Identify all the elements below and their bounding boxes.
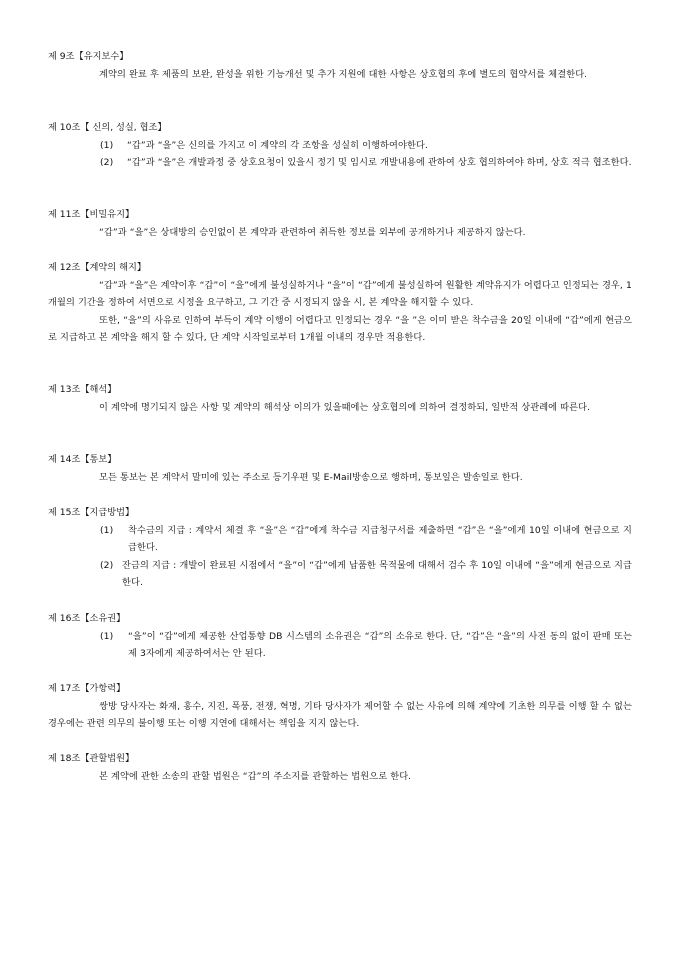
article-heading: 제 17조【가항력】	[48, 683, 126, 694]
article-body: 계약의 완료 후 제품의 보완, 완성을 위한 기능개선 및 추가 지원에 대한 사항은 상호협의 후에 별도의 협약서를 체결한다.	[99, 68, 588, 80]
clause-item	[100, 628, 632, 663]
article-heading: 제 15조【지급방법】	[48, 507, 135, 518]
article-17	[48, 680, 632, 733]
clause-number: (1)	[100, 139, 114, 151]
article-heading: 제 13조【해석】	[48, 384, 117, 395]
article-10	[48, 119, 632, 172]
article-body: 이 계약에 명기되지 않은 사항 및 계약의 해석상 이의가 있을때에는 상호협의에 의하여 결정하되, 일반적 상관례에 따른다.	[99, 401, 591, 413]
clause-text: 잔금의 지급 : 개발이 완료된 시점에서 “을”이 “갑”에게 납품한 목적물에 대해서 검수 후 10일 이내에 “을”에게 현금으로 지급한다.	[122, 559, 632, 588]
article-18	[48, 750, 632, 785]
article-heading: 제 12조【계약의 해지】	[48, 262, 147, 273]
article-body: 본 계약에 관한 소송의 관할 법원은 “갑”의 주소지를 관할하는 법원으로 한다.	[99, 770, 412, 782]
article-paragraph: “갑”과 “을”은 계약이후 “갑”이 “을”에게 불성실하거나 “을”이 “갑”에게 불성실하여 원활한 계약유지가 어렵다고 인정되는 경우, 1개월의 기간을 정하여 서면으로 시정을 요구하고, 그 기간 중 시정되지 않을 시, 본 계약을 해지할 수 있다.	[48, 279, 632, 308]
article-heading: 제 14조【통보】	[48, 454, 117, 465]
article-14	[48, 451, 632, 486]
article-9	[48, 48, 632, 83]
article-heading: 제 18조【관할법원】	[48, 753, 135, 764]
article-heading: 제 9조【유지보수】	[48, 51, 129, 62]
clause-item	[100, 137, 632, 155]
article-body: 모든 통보는 본 계약서 말미에 있는 주소로 등기우편 및 E-Mail방송으로 행하며, 통보일은 발송일로 한다.	[99, 471, 523, 483]
clause-text: “을”이 “갑”에게 제공한 산업통향 DB 시스템의 소유권은 “갑”의 소유로 한다. 단, “갑”은 “을”의 사전 동의 없이 판매 또는 제 3자에게 제공하여서는 안 된다.	[128, 630, 632, 659]
article-heading: 제 11조【비밀유지】	[48, 209, 135, 220]
clause-item	[100, 522, 632, 557]
article-11	[48, 206, 632, 241]
article-heading: 제 10조【 신의, 성실, 협조】	[48, 122, 167, 133]
article-body: “갑”과 “을”은 상대방의 승인없이 본 계약과 관련하여 취득한 정보를 외부에 공개하거나 제공하지 않는다.	[99, 226, 526, 238]
clause-number: (2)	[100, 559, 114, 571]
article-15	[48, 504, 632, 592]
clause-number: (1)	[100, 630, 114, 642]
article-13	[48, 381, 632, 416]
article-body: 쌍방 당사자는 화재, 홍수, 지진, 폭풍, 전쟁, 혁명, 기타 당사자가 제어할 수 없는 사유에 의해 계약에 기초한 의무를 이행 할 수 없는 경우에는 관련 의무의 불이행 또는 이행 지연에 대해서는 책임을 지지 않는다.	[48, 700, 632, 729]
article-12	[48, 259, 632, 347]
article-16	[48, 610, 632, 663]
clause-text: 착수금의 지급 : 계약서 체결 후 “을”은 “갑”에게 착수금 지급청구서를 제출하면 “갑”은 “을”에게 10일 이내에 현금으로 지급한다.	[128, 524, 632, 553]
clause-number: (1)	[100, 524, 114, 536]
clause-item	[100, 154, 632, 172]
clause-text: “갑”과 “을”은 개발과정 중 상호요청이 있을시 정기 및 임시로 개발내용에 관하여 상호 협의하여야 하며, 상호 적극 협조한다.	[127, 157, 632, 168]
clause-item	[100, 557, 632, 592]
article-paragraph: 또한, “을”의 사유로 인하여 부득이 계약 이행이 어렵다고 인정되는 경우 “을 ”은 이미 받은 착수금을 20일 이내에 “갑”에게 현금으로 지급하고 본 계약을 해지 할 수 있다, 단 계약 시작일로부터 1개월 이내의 경우만 적용한다.	[48, 314, 632, 343]
clause-number: (2)	[100, 157, 114, 168]
clause-text: “갑”과 “을”은 신의를 가지고 이 계약의 각 조항을 성실히 이행하여야한다.	[127, 139, 428, 151]
article-heading: 제 16조【소유권】	[48, 613, 126, 624]
